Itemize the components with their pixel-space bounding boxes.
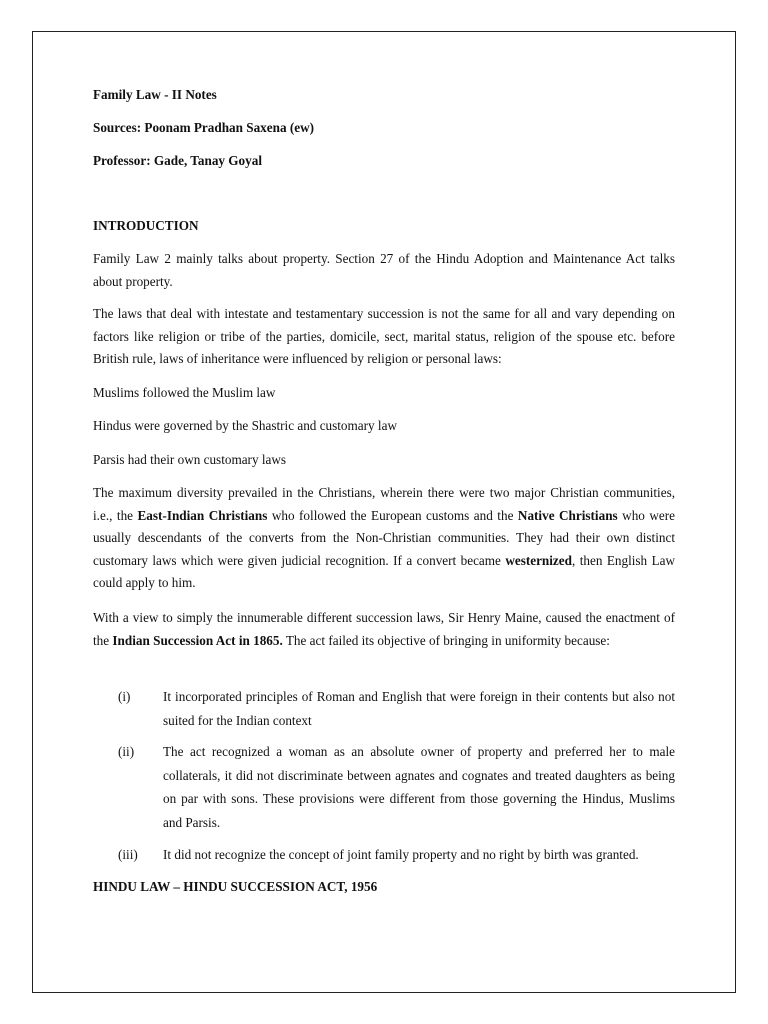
christians-text-4: , then English Law could apply to him. bbox=[93, 552, 676, 590]
succession-text-1: With a view to simply the innumerable different succession laws, Sir Henry Maine, caused the enactment of the bbox=[93, 610, 675, 648]
succession-act-paragraph bbox=[93, 607, 675, 652]
reason-text: It incorporated principles of Roman and English that were foreign in their contents but also not suited for the Indian context bbox=[163, 689, 675, 728]
intro-paragraph-1: Family Law 2 mainly talks about property. Section 27 of the Hindu Adoption and Maintenance Act talks about property. bbox=[93, 251, 675, 289]
document-title: Family Law - II Notes bbox=[93, 87, 217, 102]
east-indian-christians-term: East-Indian Christians bbox=[137, 507, 268, 523]
indian-succession-act-term: Indian Succession Act in 1865. bbox=[112, 632, 283, 648]
sources-line: Sources: Poonam Pradhan Saxena (ew) bbox=[93, 120, 315, 135]
reason-number: (iii) bbox=[118, 847, 138, 862]
succession-text-2: The act failed its objective of bringing in uniformity because: bbox=[282, 632, 610, 648]
reason-text: The act recognized a woman as an absolute owner of property and preferred her to male collaterals, it did not discriminate between agnates and cognates and treated daughters as being on par with sons. These provisions were different from those governing the Hindus, Muslims and Parsis. bbox=[163, 744, 675, 830]
reason-text: It did not recognize the concept of joint family property and no right by birth was granted. bbox=[163, 847, 639, 862]
native-christians-term: Native Christians bbox=[517, 507, 618, 523]
list-line-parsis: Parsis had their own customary laws bbox=[93, 452, 287, 467]
list-line-muslims: Muslims followed the Muslim law bbox=[93, 385, 276, 400]
intro-paragraph-2: The laws that deal with intestate and testamentary succession is not the same for all and vary depending on factors like religion or tribe of the parties, domicile, sect, marital status, religion of the spouse etc. before British rule, laws of inheritance were influenced by religion or personal laws: bbox=[93, 306, 675, 366]
list-line-hindus: Hindus were governed by the Shastric and customary law bbox=[93, 418, 397, 433]
reason-number: (ii) bbox=[118, 744, 135, 759]
westernized-term: westernized bbox=[505, 552, 572, 568]
professor-line: Professor: Gade, Tanay Goyal bbox=[93, 153, 263, 168]
reason-number: (i) bbox=[118, 689, 131, 704]
christians-text-2: who followed the European customs and the bbox=[267, 507, 518, 523]
christians-text-3: who were usually descendants of the converts from the Non-Christian communities. They had their own distinct customary laws which were given judicial recognition. If a convert became bbox=[93, 507, 675, 568]
christians-paragraph bbox=[93, 482, 675, 595]
hindu-succession-heading: HINDU LAW – HINDU SUCCESSION ACT, 1956 bbox=[93, 879, 378, 894]
introduction-heading: INTRODUCTION bbox=[93, 218, 199, 233]
christians-text-1: The maximum diversity prevailed in the Christians, wherein there were two major Christian communities, i.e., the bbox=[93, 485, 675, 523]
